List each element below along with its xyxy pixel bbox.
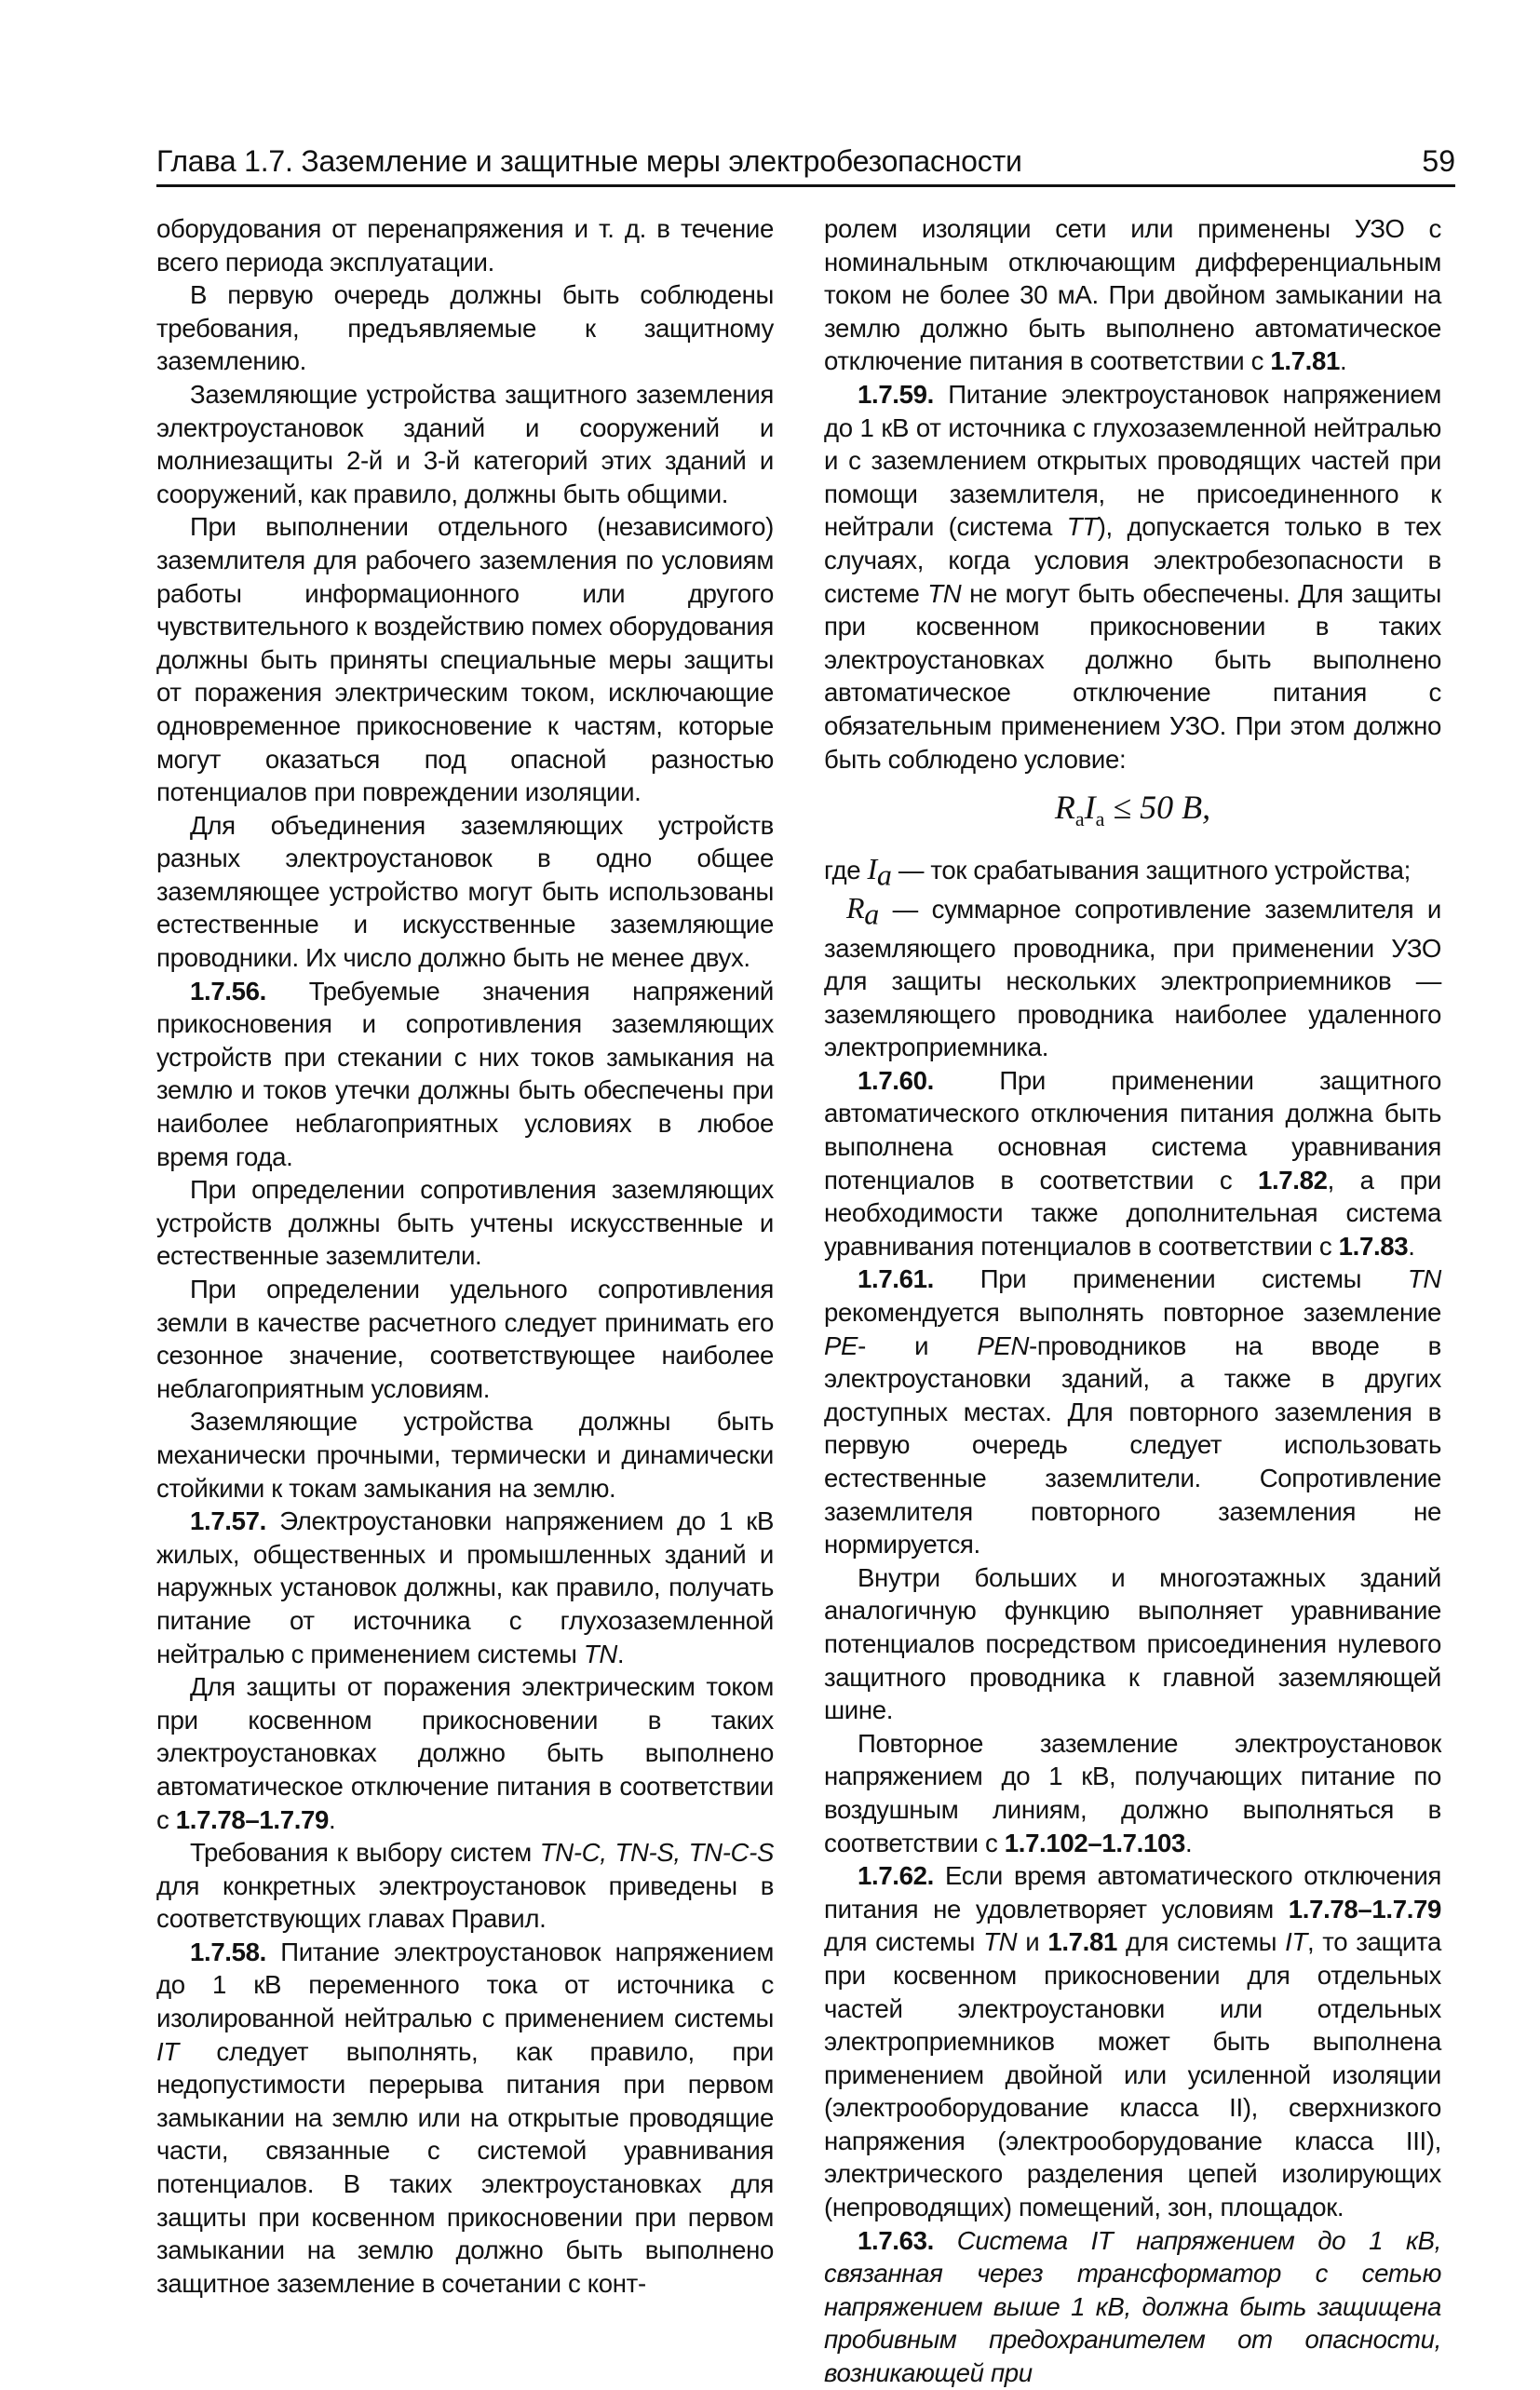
paragraph: Заземляющие устройства защитного заземления электроустановок зданий и сооружений и молниезащиты 2-й и 3-й категорий этих зданий и сооружений, как правило, должны быть общими.: [156, 379, 774, 508]
cross-reference: 1.7.83: [1338, 1231, 1409, 1261]
system-term: TN: [583, 1639, 617, 1668]
section-number: 1.7.58.: [190, 1937, 266, 1966]
section-number: 1.7.63.: [858, 2225, 934, 2255]
section-1-7-56: 1.7.56. Требуемые значения напряжений прикосновения и сопротивления заземляющих устройств при стекании с них токов замыкания на землю и токов утечки должны быть обеспечены при наиболее неблагоприятных условиях в любое время года.: [156, 976, 774, 1171]
conductor-term: PEN: [977, 1330, 1030, 1360]
cross-reference: 1.7.82: [1257, 1165, 1328, 1195]
page-number: 59: [1422, 144, 1455, 178]
paragraph: При определении удельного сопротивления земли в качестве расчетного следует принимать его сезонное значение, соответствующее наиболее неблагоприятным условиям.: [156, 1275, 774, 1403]
paragraph: ролем изоляции сети или применены УЗО с номинальным отключающим дифференциальным током не более 30 мА. При двойном замыкании на землю должно быть выполнено автоматическое отключение питания в соответствии с 1.7.81.: [824, 214, 1441, 376]
system-term: TN-C, TN-S, TN-C-S: [539, 1838, 775, 1868]
definition-resistance: $R_а$ — суммарное сопротивление заземлителя и заземляющего проводника, при применении УЗО для защиты нескольких электроприемников — заземляющего проводника наиболее удаленного электроприемника.: [824, 891, 1441, 1062]
section-1-7-62: 1.7.62. Если время автоматического отключения питания не удовлетворяет условиям 1.7.78–1.7.79 для системы TN и 1.7.81 для системы IT, то защита при косвенном прикосновении для отдельных частей электроустановки или отдельных электроприемников может быть выполнена применением двойной или усиленной изоляции (электрооборудование класса II), сверхнизкого напряжения (электрооборудование класса III), электрического разделения цепей изолирующих (непроводящих) помещений, зон, площадок.: [824, 1861, 1441, 2222]
paragraph: Повторное заземление электроустановок напряжением до 1 кВ, получающих питание по воздушным линиям, должно выполняться в соответствии с 1.7.102–1.7.103.: [824, 1728, 1441, 1857]
section-1-7-57: 1.7.57. Электроустановки напряжением до 1 кВ жилых, общественных и промышленных зданий и наружных установок должны, как правило, получать питание от источника с глухозаземленной нейтралью с применением системы TN.: [156, 1506, 774, 1668]
system-term: TN: [983, 1927, 1018, 1957]
cross-reference: 1.7.81: [1047, 1927, 1117, 1957]
section-number: 1.7.62.: [858, 1861, 934, 1891]
cross-reference: 1.7.78–1.7.79: [1288, 1894, 1441, 1924]
system-term: TN: [927, 578, 962, 608]
section-number: 1.7.57.: [190, 1506, 266, 1536]
paragraph: Для объединения заземляющих устройств разных электроустановок в одно общее заземляющее устройство могут быть использованы естественные и искусственные заземляющие проводники. Их число должно быть не менее двух.: [156, 810, 774, 973]
paragraph: При определении сопротивления заземляющих устройств должны быть учтены искусственные и естественные заземлители.: [156, 1175, 774, 1271]
definition-current: где $I_а$ — ток срабатывания защитного устройства;: [824, 852, 1411, 892]
left-column: [156, 212, 774, 2300]
system-term: TT: [1066, 512, 1098, 542]
section-number: 1.7.60.: [858, 1065, 934, 1095]
section-number: 1.7.59.: [858, 379, 934, 409]
paragraph: Для защиты от поражения электрическим током при косвенном прикосновении в таких электроустановках должно быть выполнено автоматическое отключение питания в соответствии с 1.7.78–1.7.79.: [156, 1672, 774, 1834]
section-1-7-61: 1.7.61. При применении системы TN рекомендуется выполнять повторное заземление PE- и PEN-проводников на вводе в электроустановки зданий, а также в других доступных местах. Для повторного заземления в первую очередь следует использовать естественные заземлители. Сопротивление заземлителя повторного заземления не нормируется.: [824, 1264, 1441, 1560]
system-term: TN: [1407, 1264, 1441, 1294]
paragraph: Требования к выбору систем TN-C, TN-S, TN-C-S для конкретных электроустановок приведены в соответствующих главах Правил.: [156, 1838, 775, 1934]
paragraph: Заземляющие устройства должны быть механически прочными, термически и динамически стойкими к токам замыкания на землю.: [156, 1407, 774, 1503]
section-number: 1.7.61.: [858, 1264, 934, 1294]
paragraph: Внутри больших и многоэтажных зданий аналогичную функцию выполняет уравнивание потенциалов посредством присоединения нулевого защитного проводника к главной заземляющей шине.: [824, 1562, 1441, 1725]
section-number: 1.7.56.: [190, 976, 266, 1006]
page-header: [156, 138, 1455, 187]
cross-reference: 1.7.78–1.7.79: [175, 1804, 329, 1834]
section-1-7-58: 1.7.58. Питание электроустановок напряжением до 1 кВ переменного тока от источника с изолированной нейтралью с применением системы IT следует выполнять, как правило, при недопустимости перерыва питания при первом замыкании на землю или на открытые проводящие части, связанные с системой уравнивания потенциалов. В таких электроустановках для защиты при косвенном прикосновении при первом замыкании на землю должно быть выполнено защитное заземление в сочетании с конт-: [156, 1937, 774, 2298]
conductor-term: PE: [824, 1330, 858, 1360]
paragraph: При выполнении отдельного (независимого) заземлителя для рабочего заземления по условиям работы информационного или другого чувствительного к воздействию помех оборудования должны быть приняты специальные меры защиты от поражения электрическим током, исключающие одновременное прикосновение к частям, которые могут оказаться под опасной разностью потенциалов при повреждении изоляции.: [156, 512, 774, 807]
formula: $R_aI_a \le 50$ В,: [1054, 789, 1211, 831]
paragraph: В первую очередь должны быть соблюдены требования, предъявляемые к защитному заземлению.: [156, 280, 774, 376]
right-column: [824, 212, 1441, 2390]
cross-reference: 1.7.81: [1270, 346, 1340, 376]
system-term: IT: [1090, 2225, 1114, 2255]
section-1-7-59: 1.7.59. Питание электроустановок напряжением до 1 кВ от источника с глухозаземленной нейтралью и с заземлением открытых проводящих частей при помощи заземлителя, не присоединенного к нейтрали (система TT), допускается только в тех случаях, когда условия электробезопасности в системе TN не могут быть обеспечены. Для защиты при косвенном прикосновении в таких электроустановках должно быть выполнено автоматическое отключение питания с обязательным применением УЗО. При этом должно быть соблюдено условие:: [824, 379, 1441, 774]
cross-reference: 1.7.102–1.7.103: [1004, 1828, 1185, 1857]
system-term: IT: [156, 2036, 179, 2066]
system-term: IT: [1285, 1927, 1307, 1957]
paragraph: оборудования от перенапряжения и т. д. в течение всего периода эксплуатации.: [156, 214, 774, 277]
section-1-7-63: 1.7.63. Система IT напряжением до 1 кВ, связанная через трансформатор с сетью напряжением выше 1 кВ, должна быть защищена пробивным предохранителем от опасности, возникающей при: [824, 2225, 1441, 2388]
section-1-7-60: 1.7.60. При применении защитного автоматического отключения питания должна быть выполнена основная система уравнивания потенциалов в соответствии с 1.7.82, а при необходимости также дополнительная система уравнивания потенциалов в соответствии с 1.7.83.: [824, 1065, 1441, 1261]
chapter-title: Глава 1.7. Заземление и защитные меры электробезопасности: [156, 144, 1022, 178]
